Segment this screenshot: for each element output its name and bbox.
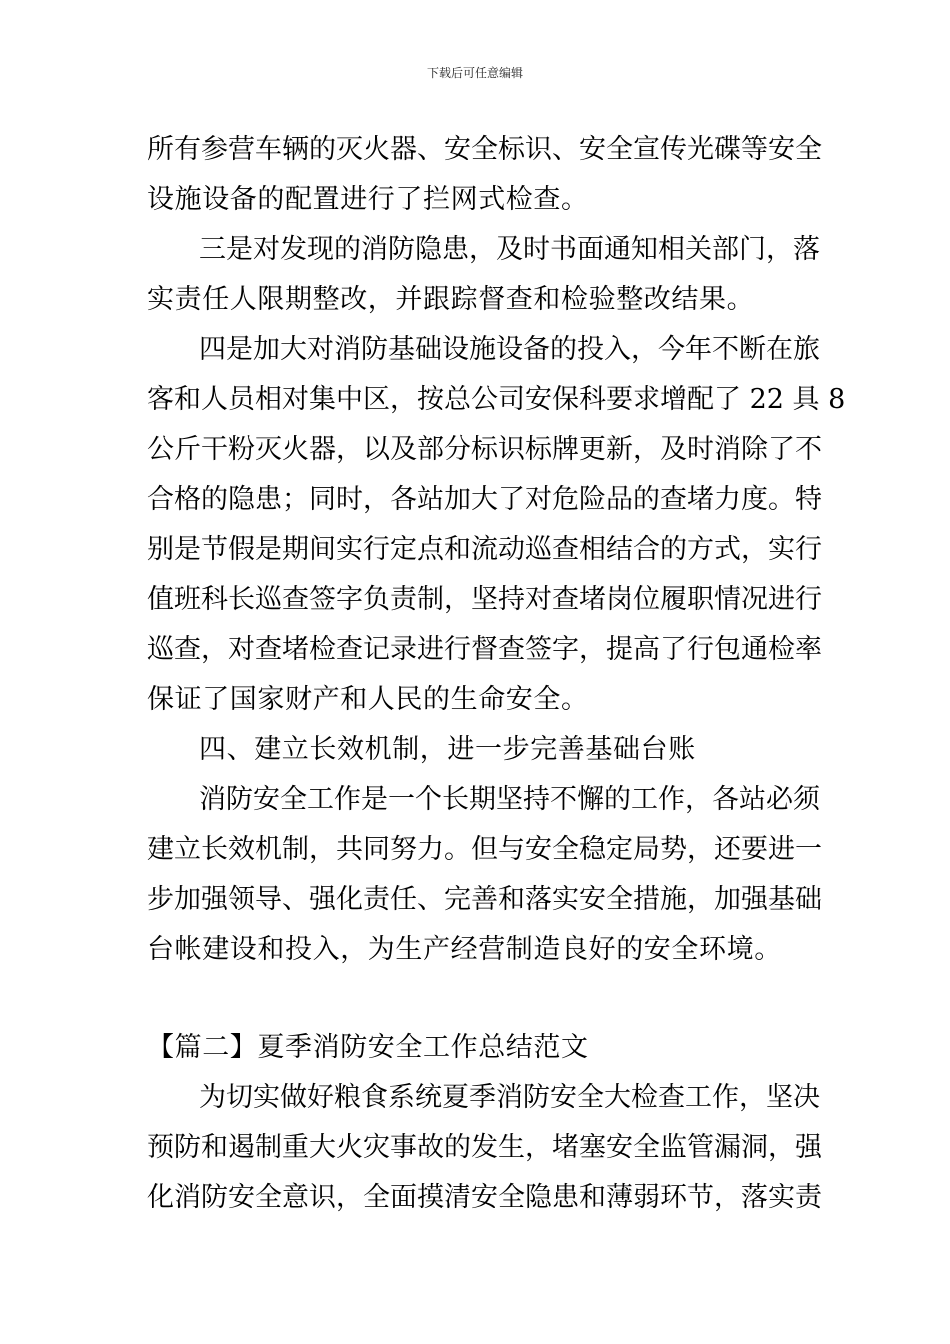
text-line: 实责任人限期整改，并跟踪督查和检验整改结果。 bbox=[147, 284, 755, 315]
text-line: 所有参营车辆的灭火器、安全标识、安全宣传光碟等安全 bbox=[147, 134, 822, 165]
section-heading: 四、建立长效机制，进一步完善基础台账 bbox=[199, 734, 696, 765]
article-heading: 【篇二】夏季消防安全工作总结范文 bbox=[147, 1032, 589, 1063]
text-line: 化消防安全意识，全面摸清安全隐患和薄弱环节，落实责 bbox=[147, 1182, 822, 1213]
text-line: 建立长效机制，共同努力。但与安全稳定局势，还要进一 bbox=[147, 834, 822, 865]
text-line: 巡查，对查堵检查记录进行督查签字，提高了行包通检率 bbox=[147, 634, 822, 665]
text-line: 消防安全工作是一个长期坚持不懈的工作，各站必须 bbox=[199, 784, 820, 815]
text-line: 为切实做好粮食系统夏季消防安全大检查工作，坚决 bbox=[199, 1082, 820, 1113]
text-line: 保证了国家财产和人民的生命安全。 bbox=[147, 684, 589, 715]
text-line: 客和人员相对集中区，按总公司安保科要求增配了 22 具 8 bbox=[147, 384, 846, 415]
text-line: 值班科长巡查签字负责制，坚持对查堵岗位履职情况进行 bbox=[147, 584, 822, 615]
text-line: 步加强领导、强化责任、完善和落实安全措施，加强基础 bbox=[147, 884, 822, 915]
text-line: 设施设备的配置进行了拦网式检查。 bbox=[147, 184, 589, 215]
text-line: 台帐建设和投入，为生产经营制造良好的安全环境。 bbox=[147, 934, 782, 965]
text-line: 预防和遏制重大火灾事故的发生，堵塞安全监管漏洞，强 bbox=[147, 1132, 822, 1163]
text-line: 三是对发现的消防隐患，及时书面通知相关部门，落 bbox=[199, 234, 820, 265]
text-line: 别是节假是期间实行定点和流动巡查相结合的方式，实行 bbox=[147, 534, 822, 565]
text-line: 合格的隐患；同时，各站加大了对危险品的查堵力度。特 bbox=[147, 484, 822, 515]
text-line: 四是加大对消防基础设施设备的投入，今年不断在旅 bbox=[199, 334, 820, 365]
page-header-note: 下载后可任意编辑 bbox=[426, 66, 523, 80]
text-line: 公斤干粉灭火器，以及部分标识标牌更新，及时消除了不 bbox=[147, 434, 822, 465]
